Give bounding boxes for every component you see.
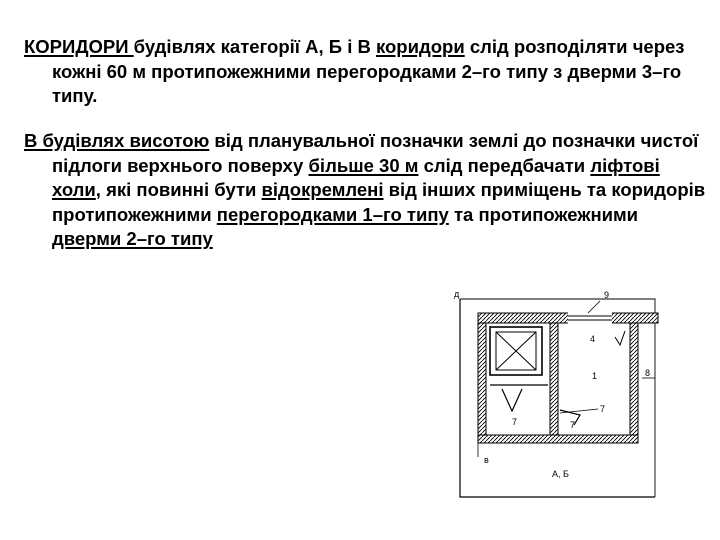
label-8: 8 [645, 368, 651, 378]
p2-underline-separated: відокремлені [261, 179, 384, 201]
label-4: 4 [590, 334, 596, 344]
p2-underline-partitions: перегородками 1–го типу [216, 203, 449, 225]
p2-text-4: від інших приміщень та коридорів протипожежними [52, 179, 706, 225]
label-b: в [484, 455, 489, 465]
leader-9 [588, 301, 600, 313]
label-1: 1 [592, 371, 598, 381]
wall-left [478, 323, 486, 443]
p2-text-5: та протипожежними [448, 203, 639, 225]
label-7-right: 7 [600, 404, 606, 414]
p2-underline-lift-halls: ліфтові холи [52, 154, 660, 201]
p2-text-1: від планувальної позначки землі до позначки чистої підлоги верхнього поверху [52, 130, 699, 176]
diagram-caption: А, Б [552, 469, 569, 479]
heading-corridors: КОРИДОРИ [24, 36, 134, 57]
wall-right [630, 323, 638, 435]
wall-bottom [478, 435, 638, 443]
label-a: д [454, 289, 460, 299]
door-swing-top-right [615, 331, 625, 345]
p1-text-1: будівлях категорії А, Б і В [133, 36, 376, 57]
door-swing-left [502, 389, 522, 411]
label-7-left: 7 [512, 417, 518, 427]
wall-inner [550, 323, 558, 435]
p2-underline-height: В будівлях висотою [24, 130, 210, 151]
p2-text-2: слід передбачати [418, 154, 591, 176]
floor-plan-diagram [450, 285, 670, 520]
p2-underline-doors: дверми 2–го типу [52, 228, 213, 250]
p1-underline-corridors: коридори [375, 36, 465, 57]
label-7-mid: 7 [570, 420, 576, 430]
door-gap-top [568, 312, 612, 324]
label-9: 9 [604, 290, 610, 300]
p1-text-2: слід розподіляти через кожні 60 м протипожежними перегородками 2–го типу з дверми 3–го типу. [52, 36, 685, 107]
paragraph-corridors [24, 35, 712, 109]
paragraph-lift-halls [24, 129, 712, 252]
p2-underline-30m: більше 30 м [308, 154, 419, 176]
p2-text-3: , які повинні бути [95, 179, 262, 201]
